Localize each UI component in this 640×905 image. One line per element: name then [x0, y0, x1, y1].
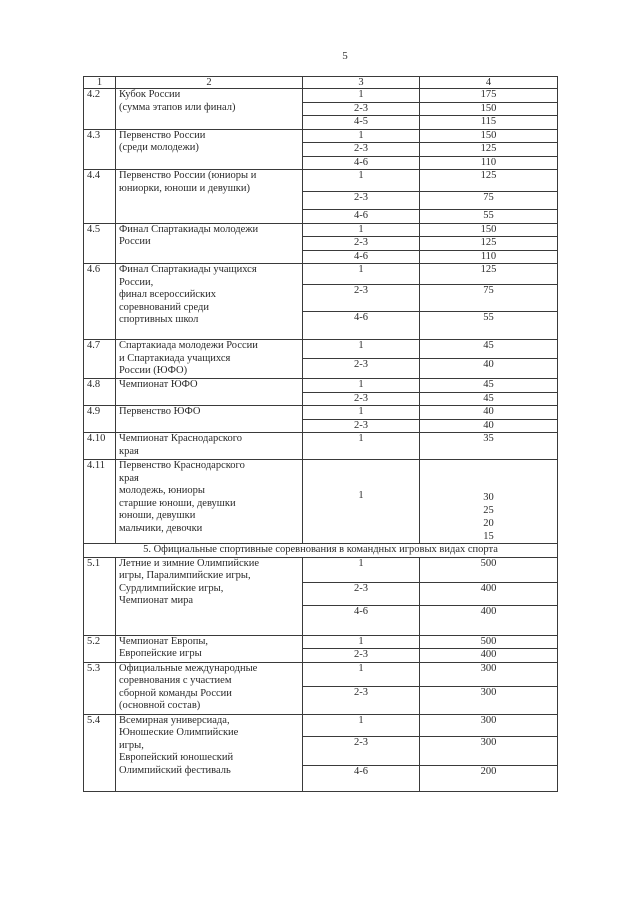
competition-name — [116, 223, 303, 264]
place-cell: 1 — [303, 714, 420, 736]
points-value: 15 — [483, 531, 494, 542]
competition-name-line: России (ЮФО) — [119, 365, 188, 376]
points-cell: 150 — [420, 129, 558, 143]
points-table — [83, 76, 558, 792]
competition-name-line: игры, Паралимпийские игры, — [119, 570, 251, 581]
place-cell: 4-6 — [303, 156, 420, 170]
points-cell: 300 — [420, 714, 558, 736]
item-number: 4.4 — [84, 170, 116, 224]
place-cell: 4-5 — [303, 116, 420, 130]
place-cell: 2-3 — [303, 392, 420, 406]
points-cell: 110 — [420, 156, 558, 170]
points-cell: 175 — [420, 89, 558, 103]
competition-name-line: (сумма этапов или финал) — [119, 101, 236, 113]
header-col-3: 3 — [303, 77, 420, 89]
competition-name-line: Летние и зимние Олимпийские — [119, 557, 259, 569]
competition-name-line: Чемпионат Краснодарского — [119, 433, 243, 444]
item-number: 4.11 — [84, 460, 116, 544]
competition-name — [116, 714, 303, 791]
place-cell: 1 — [303, 635, 420, 649]
competition-name-line: Официальные международные — [119, 662, 258, 674]
item-number: 4.10 — [84, 433, 116, 460]
table-row — [84, 406, 558, 420]
points-cell: 55 — [420, 210, 558, 224]
item-number: 5.3 — [84, 662, 116, 714]
item-number: 4.3 — [84, 129, 116, 170]
table-row — [84, 89, 558, 103]
competition-name-line: и Спартакиада учащихся — [119, 352, 231, 364]
points-cell — [420, 460, 558, 544]
competition-name-line: Финал Спартакиады молодежи — [119, 223, 259, 235]
points-cell: 40 — [420, 406, 558, 420]
place-cell: 4-6 — [303, 210, 420, 224]
competition-name-line: игры, — [119, 739, 144, 751]
table-row — [84, 379, 558, 393]
points-cell: 40 — [420, 419, 558, 433]
item-number: 4.7 — [84, 340, 116, 379]
competition-name — [116, 433, 303, 460]
competition-name-line: Первенство ЮФО — [119, 406, 201, 417]
place-cell: 2-3 — [303, 419, 420, 433]
place-cell: 1 — [303, 460, 420, 544]
points-cell: 300 — [420, 736, 558, 765]
table-row — [84, 557, 558, 582]
points-cell: 55 — [420, 312, 558, 340]
competition-name-line: России — [119, 236, 151, 247]
points-cell: 35 — [420, 433, 558, 460]
table-row — [84, 340, 558, 359]
competition-name-line: юноши, девушки — [119, 510, 196, 521]
points-cell: 75 — [420, 285, 558, 312]
competition-name-line: Европейский юношеский — [119, 752, 234, 763]
item-number: 4.6 — [84, 264, 116, 340]
competition-name-line: края — [119, 445, 139, 457]
points-cell: 400 — [420, 649, 558, 663]
header-row — [84, 77, 558, 89]
competition-name-line: (среди молодежи) — [119, 142, 199, 153]
competition-name — [116, 662, 303, 714]
points-cell: 110 — [420, 250, 558, 264]
competition-name-line: Спартакиада молодежи России — [119, 340, 258, 351]
table-row — [84, 635, 558, 649]
section-row — [84, 544, 558, 558]
header-col-2: 2 — [116, 77, 303, 89]
place-cell: 1 — [303, 264, 420, 285]
competition-name-line: Европейские игры — [119, 648, 202, 659]
competition-name — [116, 340, 303, 379]
place-cell: 2-3 — [303, 285, 420, 312]
table-row — [84, 170, 558, 192]
points-cell: 150 — [420, 223, 558, 237]
competition-name — [116, 379, 303, 406]
points-cell: 40 — [420, 359, 558, 379]
place-cell: 2-3 — [303, 192, 420, 210]
competition-name-line: Первенство России (юниоры и — [119, 170, 257, 181]
header-col-1: 1 — [84, 77, 116, 89]
place-cell: 1 — [303, 433, 420, 460]
points-cell: 125 — [420, 264, 558, 285]
competition-name-line: Чемпионат Европы, — [119, 635, 209, 647]
points-cell: 300 — [420, 686, 558, 714]
competition-name-line: сборной команды России — [119, 687, 232, 699]
points-cell: 125 — [420, 143, 558, 157]
place-cell: 1 — [303, 379, 420, 393]
competition-name-line: России, — [119, 276, 154, 288]
points-cell: 400 — [420, 605, 558, 635]
competition-name-line: Первенство России — [119, 129, 206, 141]
section-title: 5. Официальные спортивные соревнования в командных игровых видах спорта — [84, 544, 558, 558]
points-value: 30 — [483, 492, 494, 503]
competition-name-line: старшие юноши, девушки — [119, 497, 236, 509]
competition-name — [116, 264, 303, 340]
competition-name-line: (основной состав) — [119, 700, 201, 711]
place-cell: 2-3 — [303, 359, 420, 379]
competition-name-line: края — [119, 472, 139, 484]
competition-name-line: Чемпионат ЮФО — [119, 379, 198, 390]
table-row — [84, 223, 558, 237]
points-cell: 200 — [420, 765, 558, 791]
item-number: 4.8 — [84, 379, 116, 406]
points-cell: 125 — [420, 237, 558, 251]
table-row — [84, 264, 558, 285]
place-cell: 2-3 — [303, 143, 420, 157]
points-cell: 150 — [420, 102, 558, 116]
points-cell: 125 — [420, 170, 558, 192]
item-number: 5.1 — [84, 557, 116, 635]
points-value: 20 — [483, 518, 494, 529]
points-value: 25 — [483, 505, 494, 516]
place-cell: 4-6 — [303, 312, 420, 340]
place-cell: 1 — [303, 223, 420, 237]
place-cell: 1 — [303, 406, 420, 420]
place-cell: 2-3 — [303, 649, 420, 663]
competition-name-line: соревнований среди — [119, 301, 210, 313]
points-cell: 75 — [420, 192, 558, 210]
table-body — [84, 77, 558, 792]
table-row — [84, 460, 558, 544]
competition-name-line: Всемирная универсиада, — [119, 714, 230, 726]
header-col-4: 4 — [420, 77, 558, 89]
place-cell: 2-3 — [303, 686, 420, 714]
competition-name — [116, 129, 303, 170]
competition-name — [116, 635, 303, 662]
place-cell: 4-6 — [303, 765, 420, 791]
points-cell: 45 — [420, 379, 558, 393]
competition-name — [116, 557, 303, 635]
competition-name-line: Кубок России — [119, 89, 181, 100]
place-cell: 4-6 — [303, 605, 420, 635]
points-cell: 115 — [420, 116, 558, 130]
points-cell: 500 — [420, 557, 558, 582]
competition-name-line: Первенство Краснодарского — [119, 460, 245, 471]
table-row — [84, 662, 558, 686]
table-row — [84, 433, 558, 460]
place-cell: 4-6 — [303, 250, 420, 264]
points-cell: 500 — [420, 635, 558, 649]
competition-name-line: мальчики, девочки — [119, 522, 203, 534]
place-cell: 1 — [303, 557, 420, 582]
item-number: 5.4 — [84, 714, 116, 791]
place-cell: 1 — [303, 662, 420, 686]
item-number: 4.2 — [84, 89, 116, 130]
competition-name-line: спортивных школ — [119, 314, 199, 325]
table-row — [84, 714, 558, 736]
points-cell: 45 — [420, 392, 558, 406]
item-number: 5.2 — [84, 635, 116, 662]
item-number: 4.9 — [84, 406, 116, 433]
competition-name — [116, 170, 303, 224]
place-cell: 1 — [303, 170, 420, 192]
competition-name — [116, 89, 303, 130]
competition-name-line: Сурдлимпийские игры, — [119, 582, 224, 594]
place-cell: 1 — [303, 340, 420, 359]
competition-name-line: финал всероссийских — [119, 289, 216, 300]
competition-name — [116, 406, 303, 433]
competition-name-line: соревнования с участием — [119, 675, 232, 686]
place-cell: 1 — [303, 129, 420, 143]
item-number: 4.5 — [84, 223, 116, 264]
place-cell: 2-3 — [303, 736, 420, 765]
points-cell: 400 — [420, 582, 558, 605]
competition-name-line: Чемпионат мира — [119, 595, 194, 606]
competition-name-line: Юношеские Олимпийские — [119, 727, 239, 738]
table-row — [84, 129, 558, 143]
place-cell: 2-3 — [303, 237, 420, 251]
competition-name-line: Олимпийский фестиваль — [119, 764, 231, 776]
competition-name-line: юниорки, юноши и девушки) — [119, 182, 250, 194]
points-cell: 300 — [420, 662, 558, 686]
place-cell: 2-3 — [303, 102, 420, 116]
page-number: 5 — [342, 50, 348, 62]
competition-name — [116, 460, 303, 544]
place-cell: 1 — [303, 89, 420, 103]
points-cell: 45 — [420, 340, 558, 359]
competition-name-line: молодежь, юниоры — [119, 485, 205, 496]
competition-name-line: Финал Спартакиады учащихся — [119, 264, 257, 275]
place-cell: 2-3 — [303, 582, 420, 605]
